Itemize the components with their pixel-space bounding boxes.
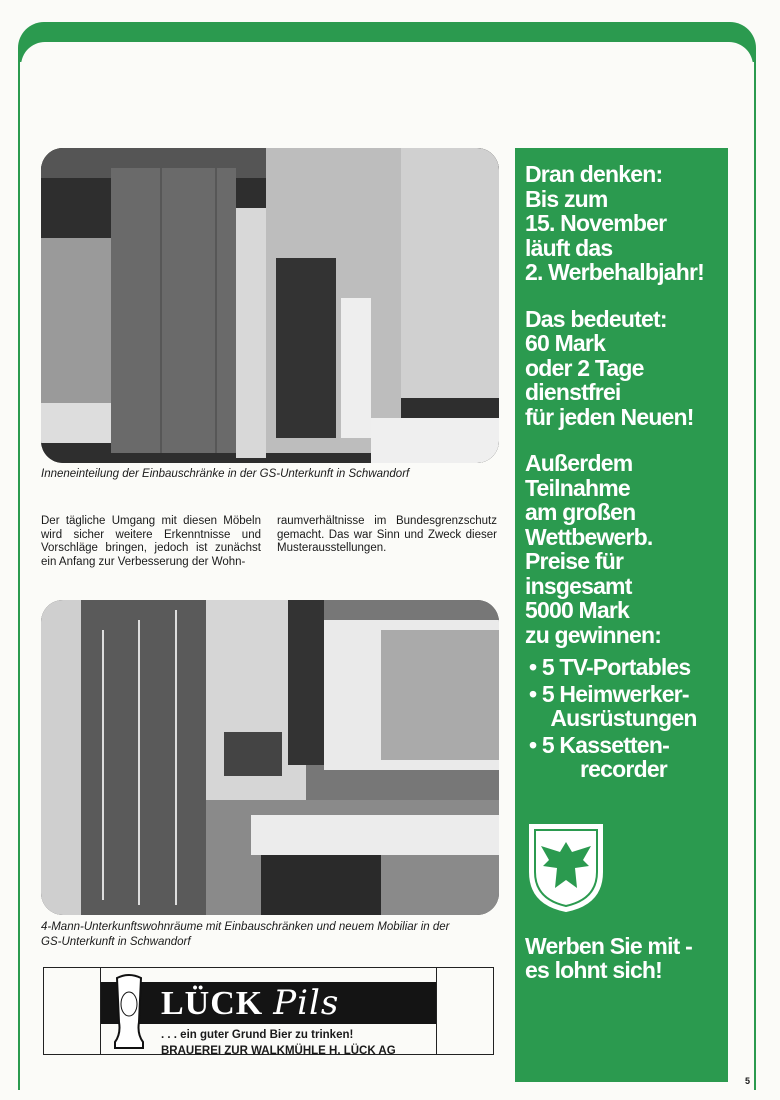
text-line: Preise für — [525, 548, 624, 574]
right-frame-line — [754, 50, 756, 1090]
top-frame — [18, 22, 756, 62]
campaign-contest — [525, 451, 718, 647]
prize-label-cont: Ausrüstungen — [550, 705, 697, 731]
text-line: 5000 Mark — [525, 597, 630, 623]
text-line: Bis zum — [525, 185, 608, 212]
body-text-col2: raumverhältnisse im Bundesgrenzschutz gemacht. Das war Sinn und Zweck dieser Musterausstellungen. — [277, 515, 497, 554]
body-text-col1: Der tägliche Umgang mit diesen Möbeln wird sicher weitere Erkenntnisse und Vorschläge bringen, jedoch ist zunächst ein Anfang zur Verbesserung der Wohn- — [41, 515, 261, 568]
prize-label-cont: recorder — [580, 756, 667, 782]
campaign-reward — [525, 307, 718, 430]
prize-item — [525, 655, 718, 680]
prize-item — [525, 733, 718, 782]
page-number: 5 — [745, 1076, 751, 1086]
photo2-caption-line2: GS-Unterkunft in Schwandorf — [41, 936, 191, 948]
photo-wardrobe-interior — [41, 148, 499, 463]
text-line: Dran denken: — [525, 161, 663, 187]
text-line: dienstfrei — [525, 379, 621, 405]
text-line: 15. November — [525, 210, 667, 236]
text-line: Werben Sie mit - — [525, 932, 692, 959]
text-line: 2. Werbehalbjahr! — [525, 259, 704, 285]
prize-label: • 5 Kassetten- — [529, 731, 670, 758]
text-line: für jeden Neuen! — [525, 403, 694, 430]
photo2-caption — [41, 920, 449, 950]
recruitment-campaign-box — [515, 148, 728, 1082]
ad-brand: LÜCK — [161, 985, 264, 1022]
text-line: 60 Mark — [525, 330, 606, 356]
closing-slogan — [525, 934, 718, 983]
text-line: es lohnt sich! — [525, 957, 663, 983]
photo-room — [41, 600, 499, 915]
left-frame-line — [18, 50, 20, 1090]
text-line: Wettbewerb. — [525, 523, 653, 550]
prize-label: • 5 TV-Portables — [529, 654, 691, 680]
text-line: am großen — [525, 499, 636, 525]
ad-slogan: . . . ein guter Grund Bier zu trinken! — [161, 1029, 354, 1041]
text-line: Das bedeutet: — [525, 305, 667, 332]
photo2-caption-line1: 4-Mann-Unterkunftswohnräume mit Einbauschränken und neuem Mobiliar in der — [41, 921, 450, 933]
lueck-pils-advertisement — [43, 967, 494, 1055]
prize-list — [525, 655, 718, 782]
prize-label: • 5 Heimwerker- — [529, 680, 689, 707]
text-line: zu gewinnen: — [525, 621, 662, 648]
ad-brand-band — [101, 982, 436, 1024]
text-line: oder 2 Tage — [525, 354, 644, 381]
federal-eagle-shield-icon — [527, 822, 605, 914]
text-line: läuft das — [525, 234, 613, 261]
text-line: insgesamt — [525, 572, 632, 599]
text-line: Außerdem Teilnahme — [525, 450, 633, 501]
ad-brand-script: Pils — [273, 983, 340, 1023]
prize-item — [525, 682, 718, 731]
beer-glass-icon — [109, 972, 149, 1052]
campaign-reminder — [525, 162, 718, 285]
ad-brewery: BRAUEREI ZUR WALKMÜHLE H. LÜCK AG — [161, 1045, 396, 1057]
photo1-caption: Inneneinteilung der Einbauschränke in der GS-Unterkunft in Schwandorf — [41, 468, 410, 480]
